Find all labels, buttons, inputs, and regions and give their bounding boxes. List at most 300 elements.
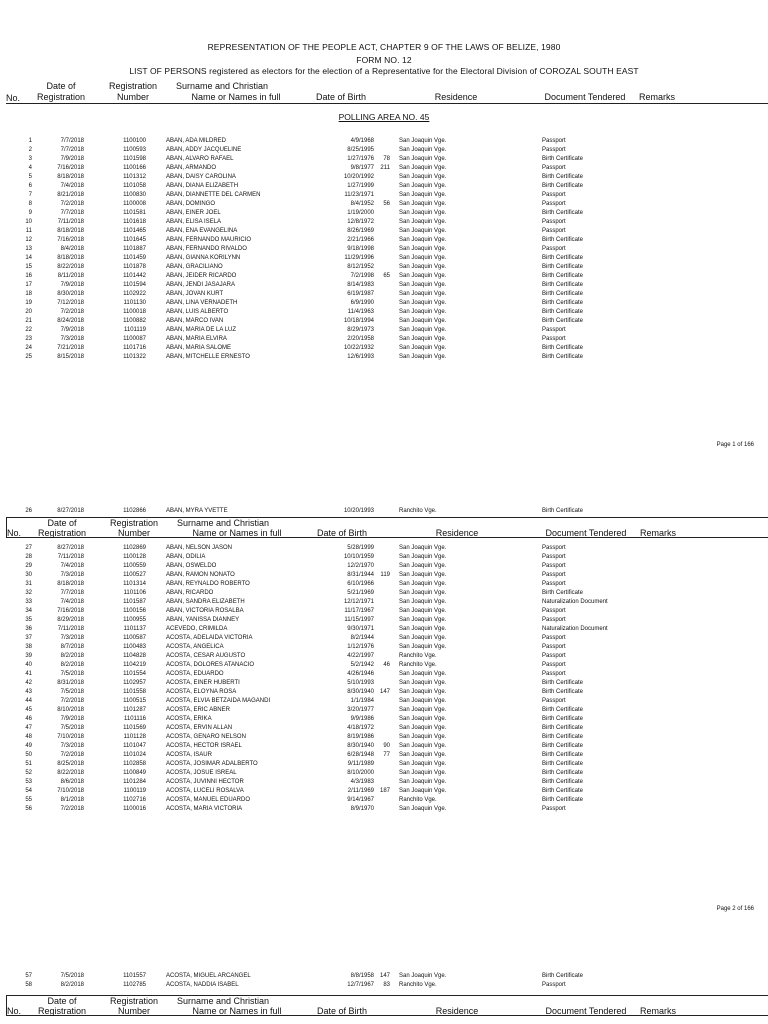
document-tendered: Birth Certificate — [542, 770, 584, 776]
table-row — [0, 209, 768, 218]
date-of-birth: 10/10/1959 — [343, 554, 374, 560]
registration-number: 1100593 — [123, 147, 146, 153]
row-number: 38 — [25, 644, 32, 650]
document-tendered: Birth Certificate — [542, 734, 584, 740]
document-tendered: Birth Certificate — [542, 309, 584, 315]
row-number: 28 — [25, 554, 32, 560]
table-row — [0, 353, 768, 362]
document-tendered: Passport — [542, 662, 566, 668]
date-of-birth: 8/4/1952 — [350, 201, 374, 207]
residence: San Joaquin Vge. — [399, 743, 447, 749]
document-tendered: Passport — [542, 671, 566, 677]
registration-date: 8/18/2018 — [57, 255, 84, 261]
residence: San Joaquin Vge. — [399, 246, 447, 252]
table-row — [0, 182, 768, 191]
document-tendered: Birth Certificate — [542, 183, 584, 189]
residence: San Joaquin Vge. — [399, 183, 447, 189]
table-row — [0, 553, 768, 562]
registration-number: 1101024 — [123, 752, 146, 758]
row-number: 24 — [25, 345, 32, 351]
table-row — [0, 580, 768, 589]
registration-date: 7/5/2018 — [60, 689, 84, 695]
residence: San Joaquin Vge. — [399, 554, 447, 560]
voter-name: ACOSTA, ANGELICA — [166, 644, 224, 650]
residence: Ranchito Vge. — [399, 797, 437, 803]
house-number: 90 — [383, 743, 390, 749]
date-of-birth: 8/19/1986 — [347, 734, 374, 740]
registration-number: 1100128 — [123, 554, 146, 560]
row-number: 18 — [25, 291, 32, 297]
registration-number: 1101878 — [123, 264, 146, 270]
date-of-birth: 8/8/1958 — [350, 973, 374, 979]
registration-date: 7/3/2018 — [60, 336, 84, 342]
registration-number: 1101594 — [123, 282, 146, 288]
voter-name: ABAN, ALVARO RAFAEL — [166, 156, 234, 162]
row-number: 6 — [28, 183, 32, 189]
table-row — [0, 589, 768, 598]
table-row — [0, 751, 768, 760]
date-of-birth: 10/20/1992 — [343, 174, 374, 180]
residence: San Joaquin Vge. — [399, 581, 447, 587]
row-number: 30 — [25, 572, 32, 578]
table-header — [6, 79, 768, 104]
date-of-birth: 5/2/1942 — [350, 662, 374, 668]
row-number: 39 — [25, 653, 32, 659]
document-tendered: Birth Certificate — [542, 300, 584, 306]
table-row — [0, 598, 768, 607]
registration-number: 1101047 — [123, 743, 146, 749]
document-tendered: Passport — [542, 563, 566, 569]
registration-number: 1100882 — [123, 318, 146, 324]
residence: San Joaquin Vge. — [399, 354, 447, 360]
date-of-birth: 2/11/1969 — [347, 788, 374, 794]
row-number: 55 — [25, 797, 32, 803]
registration-number: 1101557 — [123, 973, 146, 979]
registration-number: 1101312 — [123, 174, 146, 180]
registration-date: 8/30/2018 — [57, 291, 84, 297]
table-row — [0, 272, 768, 281]
table-row — [0, 769, 768, 778]
date-of-birth: 4/22/1997 — [347, 653, 374, 659]
residence: San Joaquin Vge. — [399, 680, 447, 686]
header-doc: Document Tendered — [545, 1006, 627, 1016]
registration-date: 7/5/2018 — [60, 973, 84, 979]
document-tendered: Birth Certificate — [542, 282, 584, 288]
table-row — [0, 218, 768, 227]
header-name-2: Name or Names in full — [192, 528, 282, 538]
polling-area-title: POLLING AREA NO. 45 — [338, 112, 430, 122]
registration-date: 7/3/2018 — [60, 572, 84, 578]
row-number: 29 — [25, 563, 32, 569]
residence: San Joaquin Vge. — [399, 707, 447, 713]
registration-date: 7/7/2018 — [60, 147, 84, 153]
row-number: 7 — [28, 192, 32, 198]
table-row — [0, 679, 768, 688]
row-number: 20 — [25, 309, 32, 315]
registration-number: 1101645 — [123, 237, 146, 243]
registration-date: 7/9/2018 — [60, 716, 84, 722]
table-row — [0, 571, 768, 580]
document-tendered: Passport — [542, 138, 566, 144]
row-number: 27 — [25, 545, 32, 551]
voter-name: ACOSTA, LUCELI ROSALVA — [166, 788, 244, 794]
row-number: 34 — [25, 608, 32, 614]
row-number: 22 — [25, 327, 32, 333]
registration-number: 1102869 — [123, 545, 146, 551]
table-row — [0, 706, 768, 715]
header-no: No. — [6, 93, 21, 103]
residence: San Joaquin Vge. — [399, 973, 447, 979]
voter-name: ABAN, FERNANDO RIVALDO — [166, 246, 247, 252]
header-residence: Residence — [435, 528, 479, 538]
registration-date: 8/18/2018 — [57, 174, 84, 180]
table-header — [6, 995, 768, 1016]
residence: San Joaquin Vge. — [399, 788, 447, 794]
row-number: 26 — [25, 508, 32, 514]
registration-date: 7/11/2018 — [57, 219, 84, 225]
registration-number: 1101128 — [123, 734, 146, 740]
voter-name: ACOSTA, ERIKA — [166, 716, 212, 722]
document-tendered: Birth Certificate — [542, 354, 584, 360]
registration-number: 1101598 — [123, 156, 146, 162]
voter-name: ABAN, DOMINGO — [166, 201, 216, 207]
residence: San Joaquin Vge. — [399, 563, 447, 569]
date-of-birth: 11/23/1971 — [344, 192, 374, 198]
date-of-birth: 8/26/1969 — [347, 228, 374, 234]
registration-date: 8/2/2018 — [60, 653, 84, 659]
registration-date: 8/24/2018 — [57, 318, 84, 324]
header-date-reg-1: Date of — [46, 81, 76, 91]
registration-date: 8/7/2018 — [60, 644, 84, 650]
voter-name: ABAN, RAMON NONATO — [166, 572, 235, 578]
document-tendered: Birth Certificate — [542, 716, 584, 722]
date-of-birth: 10/18/1994 — [343, 318, 374, 324]
voter-name: ACOSTA, NADDIA ISABEL — [166, 982, 239, 988]
document-tendered: Passport — [542, 336, 566, 342]
voter-name: ACEVEDO, CRIMILDA — [166, 626, 228, 632]
date-of-birth: 9/9/1986 — [350, 716, 374, 722]
residence: San Joaquin Vge. — [399, 779, 447, 785]
table-row — [0, 200, 768, 209]
date-of-birth: 1/1/1984 — [350, 698, 374, 704]
house-number: 83 — [383, 982, 390, 988]
row-number: 19 — [25, 300, 32, 306]
voter-name: ABAN, MARIA SALOME — [166, 345, 232, 351]
date-of-birth: 10/22/1932 — [343, 345, 374, 351]
document-tendered: Birth Certificate — [542, 761, 584, 767]
header-reg-num-1: Registration — [109, 996, 159, 1006]
table-row — [0, 724, 768, 733]
residence: San Joaquin Vge. — [399, 725, 447, 731]
residence: San Joaquin Vge. — [399, 698, 447, 704]
voter-name: ACOSTA, ELVIA BETZAIDA MAGANDI — [166, 698, 271, 704]
table-row — [0, 544, 768, 553]
voter-name: ACOSTA, JOSUE ISREAL — [166, 770, 237, 776]
registration-number: 1100008 — [123, 201, 146, 207]
document-tendered: Passport — [542, 219, 566, 225]
registration-number: 1102957 — [123, 680, 146, 686]
registration-number: 1101465 — [123, 228, 146, 234]
registration-date: 7/7/2018 — [60, 210, 84, 216]
header-name-1: Surname and Christian — [176, 996, 270, 1006]
registration-number: 1100483 — [123, 644, 146, 650]
residence: San Joaquin Vge. — [399, 156, 447, 162]
date-of-birth: 6/9/1990 — [350, 300, 374, 306]
registration-date: 8/18/2018 — [57, 228, 84, 234]
table-row — [0, 688, 768, 697]
registration-date: 7/2/2018 — [60, 698, 84, 704]
row-number: 14 — [25, 255, 32, 261]
row-number: 56 — [25, 806, 32, 812]
row-number: 32 — [25, 590, 32, 596]
registration-date: 7/9/2018 — [60, 327, 84, 333]
residence: San Joaquin Vge. — [399, 734, 447, 740]
document-tendered: Birth Certificate — [542, 725, 584, 731]
header-remarks: Remarks — [639, 528, 676, 538]
registration-number: 1101581 — [123, 210, 146, 216]
residence: San Joaquin Vge. — [399, 336, 447, 342]
house-number: 65 — [383, 273, 390, 279]
row-number: 21 — [25, 318, 32, 324]
residence: San Joaquin Vge. — [399, 644, 447, 650]
table-row — [0, 263, 768, 272]
date-of-birth: 8/30/1940 — [347, 743, 374, 749]
registration-date: 7/2/2018 — [60, 201, 84, 207]
row-number: 50 — [25, 752, 32, 758]
date-of-birth: 8/31/1944 — [347, 572, 374, 578]
residence: San Joaquin Vge. — [399, 608, 447, 614]
table-row — [0, 281, 768, 290]
registration-date: 7/12/2018 — [57, 300, 84, 306]
voter-name: ACOSTA, MANUEL EDUARDO — [166, 797, 251, 803]
voter-name: ABAN, DIANNETTE DEL CARMEN — [166, 192, 261, 198]
table-row — [0, 254, 768, 263]
registration-date: 7/11/2018 — [57, 626, 84, 632]
residence: San Joaquin Vge. — [399, 219, 447, 225]
header-remarks: Remarks — [638, 92, 675, 102]
document-tendered: Birth Certificate — [542, 273, 584, 279]
table-row — [0, 562, 768, 571]
table-row — [0, 299, 768, 308]
document-tendered: Birth Certificate — [542, 508, 584, 514]
table-row — [0, 787, 768, 796]
row-number: 11 — [25, 228, 32, 234]
date-of-birth: 5/21/1969 — [347, 590, 374, 596]
date-of-birth: 4/3/1983 — [350, 779, 374, 785]
residence: San Joaquin Vge. — [399, 282, 447, 288]
residence: San Joaquin Vge. — [399, 291, 447, 297]
voter-name: ABAN, ELISA ISELA — [166, 219, 222, 225]
registration-number: 1101314 — [123, 581, 146, 587]
residence: San Joaquin Vge. — [399, 174, 447, 180]
registration-number: 1104828 — [123, 653, 146, 659]
voter-name: ABAN, OSWELDO — [166, 563, 217, 569]
voter-name: ABAN, NELSON JASON — [166, 545, 233, 551]
voter-name: ACOSTA, ELOYNA ROSA — [166, 689, 237, 695]
table-row — [0, 634, 768, 643]
residence: San Joaquin Vge. — [399, 327, 447, 333]
document-tendered: Passport — [542, 327, 566, 333]
voter-name: ACOSTA, CESAR AUGUSTO — [166, 653, 246, 659]
row-number: 1 — [28, 138, 32, 144]
document-tendered: Passport — [542, 806, 566, 812]
row-number: 53 — [25, 779, 32, 785]
residence: San Joaquin Vge. — [399, 599, 447, 605]
registration-number: 1100830 — [123, 192, 146, 198]
date-of-birth: 8/2/1944 — [350, 635, 374, 641]
date-of-birth: 9/30/1971 — [347, 626, 374, 632]
document-tendered: Passport — [542, 608, 566, 614]
registration-number: 1101554 — [123, 671, 146, 677]
document-tendered: Passport — [542, 698, 566, 704]
document-tendered: Birth Certificate — [542, 210, 584, 216]
header-date-reg-1: Date of — [47, 518, 77, 528]
registration-number: 1101587 — [123, 599, 146, 605]
voter-name: ABAN, ODILIA — [166, 554, 206, 560]
table-row — [0, 805, 768, 814]
voter-name: ACOSTA, ERVIN ALLAN — [166, 725, 233, 731]
house-number: 77 — [383, 752, 390, 758]
date-of-birth: 1/19/2000 — [347, 210, 374, 216]
voter-name: ABAN, ARMANDO — [166, 165, 217, 171]
table-row — [0, 335, 768, 344]
registration-number: 1101558 — [123, 689, 146, 695]
row-number: 42 — [25, 680, 32, 686]
document-tendered: Passport — [542, 545, 566, 551]
registration-date: 7/2/2018 — [60, 806, 84, 812]
row-number: 43 — [25, 689, 32, 695]
document-tendered: Birth Certificate — [542, 156, 584, 162]
voter-name: ABAN, GRACILIANO — [166, 264, 223, 270]
header-doc: Document Tendered — [545, 528, 627, 538]
table-row — [0, 760, 768, 769]
table-row — [0, 317, 768, 326]
header-reg-num-1: Registration — [108, 81, 158, 91]
date-of-birth: 8/30/1940 — [347, 689, 374, 695]
date-of-birth: 12/12/1971 — [343, 599, 374, 605]
table-row — [0, 290, 768, 299]
row-number: 48 — [25, 734, 32, 740]
document-tendered: Birth Certificate — [542, 689, 584, 695]
registration-number: 1100100 — [123, 138, 146, 144]
date-of-birth: 3/20/1977 — [347, 707, 374, 713]
registration-number: 1102866 — [123, 508, 146, 514]
voter-name: ABAN, LINA VERNADETH — [166, 300, 238, 306]
table-row — [0, 652, 768, 661]
residence: San Joaquin Vge. — [399, 345, 447, 351]
registration-number: 1101106 — [123, 590, 146, 596]
document-tendered: Passport — [542, 147, 566, 153]
registration-date: 8/11/2018 — [57, 273, 84, 279]
house-number: 46 — [383, 662, 390, 668]
house-number: 119 — [380, 572, 390, 578]
document-tendered: Birth Certificate — [542, 752, 584, 758]
voter-name: ACOSTA, EDUARDO — [166, 671, 224, 677]
date-of-birth: 8/10/2000 — [347, 770, 374, 776]
residence: Ranchito Vge. — [399, 508, 437, 514]
registration-date: 7/21/2018 — [57, 345, 84, 351]
voter-name: ABAN, EINER JOEL — [166, 210, 221, 216]
date-of-birth: 6/10/1966 — [347, 581, 374, 587]
residence: San Joaquin Vge. — [399, 626, 447, 632]
table-row — [0, 507, 768, 516]
document-tendered: Birth Certificate — [542, 973, 584, 979]
voter-name: ABAN, DIANA ELIZABETH — [166, 183, 239, 189]
row-number: 25 — [25, 354, 32, 360]
voter-name: ABAN, YANISSA DIANNEY — [166, 617, 240, 623]
voter-name: ACOSTA, ADELAIDA VICTORIA — [166, 635, 253, 641]
table-row — [0, 661, 768, 670]
table-row — [0, 715, 768, 724]
registration-number: 1100016 — [123, 806, 146, 812]
house-number: 211 — [380, 165, 390, 171]
header-dob: Date of Birth — [315, 92, 367, 102]
document-tendered: Passport — [542, 228, 566, 234]
house-number: 56 — [383, 201, 390, 207]
voter-name: ABAN, SANDRA ELIZABETH — [166, 599, 245, 605]
date-of-birth: 7/2/1998 — [350, 273, 374, 279]
date-of-birth: 2/21/1966 — [347, 237, 374, 243]
form-number: FORM NO. 12 — [356, 55, 412, 65]
registration-date: 8/27/2018 — [57, 545, 84, 551]
row-number: 2 — [28, 147, 32, 153]
voter-name: ACOSTA, JUVINNI HECTOR — [166, 779, 244, 785]
registration-number: 1100156 — [123, 608, 146, 614]
voter-name: ABAN, JOVAN KURT — [166, 291, 224, 297]
table-row — [0, 742, 768, 751]
residence: Ranchito Vge. — [399, 653, 437, 659]
row-number: 37 — [25, 635, 32, 641]
registration-date: 8/25/2018 — [57, 761, 84, 767]
registration-number: 1102922 — [123, 291, 146, 297]
row-number: 54 — [25, 788, 32, 794]
document-tendered: Birth Certificate — [542, 680, 584, 686]
document-tendered: Birth Certificate — [542, 318, 584, 324]
row-number: 35 — [25, 617, 32, 623]
residence: San Joaquin Vge. — [399, 255, 447, 261]
table-row — [0, 697, 768, 706]
document-tendered: Birth Certificate — [542, 779, 584, 785]
date-of-birth: 2/20/1958 — [347, 336, 374, 342]
date-of-birth: 6/19/1987 — [347, 291, 374, 297]
row-number: 40 — [25, 662, 32, 668]
house-number: 147 — [379, 973, 390, 979]
residence: San Joaquin Vge. — [399, 201, 447, 207]
registration-number: 1101058 — [123, 183, 146, 189]
date-of-birth: 11/4/1963 — [347, 309, 374, 315]
voter-name: ACOSTA, DOLORES ATANACIO — [166, 662, 255, 668]
registration-number: 1101284 — [123, 779, 146, 785]
header-name-1: Surname and Christian — [176, 518, 270, 528]
registration-date: 8/15/2018 — [57, 354, 84, 360]
residence: San Joaquin Vge. — [399, 689, 447, 695]
residence: San Joaquin Vge. — [399, 752, 447, 758]
header-name-1: Surname and Christian — [175, 81, 269, 91]
residence: San Joaquin Vge. — [399, 228, 447, 234]
date-of-birth: 12/7/1967 — [347, 982, 374, 988]
header-no: No. — [7, 1006, 22, 1016]
table-row — [0, 155, 768, 164]
voter-name: ABAN, JEIDER RICARDO — [166, 273, 237, 279]
document-tendered: Birth Certificate — [542, 237, 584, 243]
document-tendered: Passport — [542, 644, 566, 650]
header-date-reg-2: Registration — [37, 528, 87, 538]
row-number: 44 — [25, 698, 32, 704]
header-remarks: Remarks — [639, 1006, 676, 1016]
row-number: 13 — [25, 246, 32, 252]
registration-date: 7/4/2018 — [60, 563, 84, 569]
registration-number: 1100527 — [123, 572, 146, 578]
